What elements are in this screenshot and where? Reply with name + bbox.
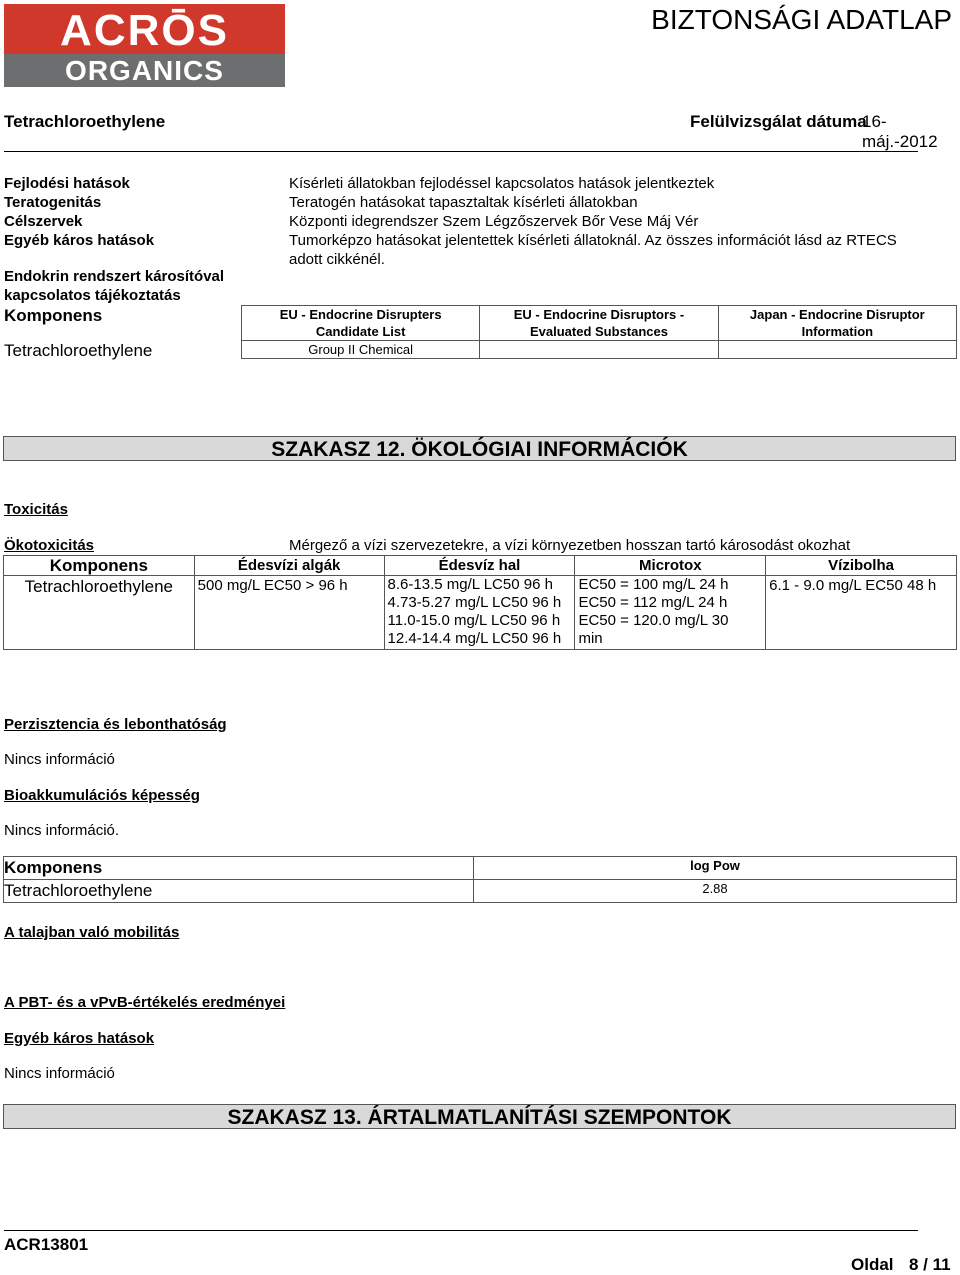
footer-document-code: ACR13801 [4,1235,89,1254]
document-title: BIZTONSÁGI ADATLAP [651,4,952,35]
effects-value-continuation: adott cikkénél. [289,251,385,268]
effects-value-teratogenicity: Teratogén hatásokat tapasztaltak kísérleti állatokban [289,194,638,211]
bioaccumulation-value: Nincs információ. [4,822,120,839]
eco-fish: 8.6-13.5 mg/L LC50 96 h 4.73-5.27 mg/L LC50 96 h 11.0-15.0 mg/L LC50 96 h 12.4-14.4 mg/L LC50 96 h [384,576,575,650]
ecotoxicity-table [3,555,957,650]
effects-label-teratogenicity: Teratogenitás [4,194,102,211]
eco-header-fish: Édesvíz hal [384,556,575,576]
footer-page-label: Oldal [851,1255,894,1274]
effects-label-other: Egyéb káros hatások [4,232,155,249]
revision-date: 16-máj.-2012 [862,112,938,151]
eco-header-microtox: Microtox [575,556,766,576]
endocrine-col-eu-evaluated: EU - Endocrine Disruptors - Evaluated Substances [480,306,718,341]
eco-daphnia: 6.1 - 9.0 mg/L EC50 48 h [766,576,957,650]
endocrine-value-eu-evaluated [480,341,718,359]
effects-value-other: Tumorképzo hatásokat jelentettek kísérleti állatoknál. Az összes információt lásd az RTECS [289,232,897,249]
endocrine-col-eu-candidate: EU - Endocrine Disrupters Candidate List [242,306,480,341]
effects-label-developmental: Fejlodési hatások [4,175,130,192]
effects-label-target-organs: Célszervek [4,213,83,230]
pow-header-logpow: log Pow [474,857,957,880]
endocrine-component-name: Tetrachloroethylene [4,341,153,360]
eco-component: Tetrachloroethylene [4,576,195,650]
revision-label: Felülvizsgálat dátuma [690,112,867,131]
endocrine-value-japan [718,341,956,359]
endocrine-component-header: Komponens [4,306,103,325]
section-12-title: SZAKASZ 12. ÖKOLÓGIAI INFORMÁCIÓK [3,436,956,461]
pbt-heading: A PBT- és a vPvB-értékelés eredményei [4,994,286,1011]
eco-header-component: Komponens [4,556,195,576]
persistence-heading: Perzisztencia és lebonthatóság [4,716,227,733]
substance-name: Tetrachloroethylene [4,112,166,131]
footer-divider [4,1230,918,1231]
persistence-value: Nincs információ [4,751,115,768]
ecotoxicity-header-row [4,556,957,576]
bioaccumulation-heading: Bioakkumulációs képesség [4,787,200,804]
header-divider [4,151,918,152]
eco-microtox: EC50 = 100 mg/L 24 h EC50 = 112 mg/L 24 h EC50 = 120.0 mg/L 30 min [575,576,766,650]
pow-value: 2.88 [474,880,957,903]
logo-text-organics: ORGANICS [65,55,224,86]
endocrine-label-line1: Endokrin rendszert károsítóval [4,268,225,285]
other-effects-value: Nincs információ [4,1065,115,1082]
logo-text-acros: ACRŌS [60,6,229,55]
mobility-heading: A talajban való mobilitás [4,924,180,941]
pow-header-component: Komponens [4,857,474,880]
endocrine-label-line2: kapcsolatos tájékoztatás [4,287,181,304]
log-pow-table [3,856,957,903]
acros-organics-logo [4,4,285,87]
eco-header-algae: Édesvízi algák [194,556,384,576]
eco-header-daphnia: Vízibolha [766,556,957,576]
endocrine-table [241,305,957,359]
effects-value-developmental: Kísérleti állatokban fejlodéssel kapcsolatos hatások jelentkeztek [289,175,715,192]
endocrine-value-eu-candidate: Group II Chemical [242,341,480,359]
ecotoxicity-heading: Ökotoxicitás [4,537,95,554]
effects-value-target-organs: Központi idegrendszer Szem Légzőszervek Bőr Vese Máj Vér [289,213,699,230]
toxicity-heading: Toxicitás [4,501,68,518]
endocrine-col-japan: Japan - Endocrine Disruptor Information [718,306,956,341]
ecotoxicity-data-row [4,576,957,650]
section-13-title: SZAKASZ 13. ÁRTALMATLANÍTÁSI SZEMPONTOK [3,1104,956,1129]
ecotoxicity-statement: Mérgező a vízi szervezetekre, a vízi környezetben hosszan tartó károsodást okozhat [289,537,851,554]
pow-component: Tetrachloroethylene [4,880,474,903]
other-effects-heading: Egyéb káros hatások [4,1030,155,1047]
eco-algae: 500 mg/L EC50 > 96 h [194,576,384,650]
footer-page-number: 8 / 11 [909,1255,951,1274]
